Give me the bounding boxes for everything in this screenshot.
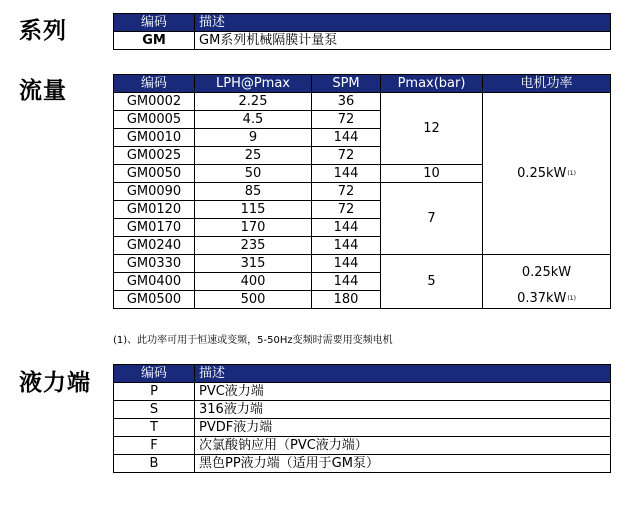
flow-table — [113, 74, 611, 309]
cell-code: GM0170 — [114, 219, 195, 237]
cell-code: GM0500 — [114, 291, 195, 309]
cell-code: GM0330 — [114, 255, 195, 273]
cell-lph: 115 — [195, 201, 312, 219]
header-desc: 描述 — [195, 14, 611, 32]
cell-spm: 72 — [312, 111, 381, 129]
cell-spm: 144 — [312, 255, 381, 273]
cell-spm: 144 — [312, 219, 381, 237]
cell-spm: 144 — [312, 165, 381, 183]
header-code: 编码 — [114, 75, 195, 93]
cell-code: S — [114, 401, 195, 419]
table-row — [114, 437, 611, 455]
power-value: 0.25kW — [517, 165, 567, 181]
cell-desc: PVC液力端 — [195, 383, 611, 401]
cell-spm: 144 — [312, 129, 381, 147]
cell-code: GM0005 — [114, 111, 195, 129]
cell-code: F — [114, 437, 195, 455]
flow-section-title: 流量 — [19, 78, 67, 104]
flow-header-row — [114, 75, 611, 93]
table-row — [114, 291, 611, 309]
table-row — [114, 255, 611, 273]
cell-code: GM0002 — [114, 93, 195, 111]
liquid-end-section-title: 液力端 — [19, 370, 91, 396]
cell-code: P — [114, 383, 195, 401]
cell-lph: 9 — [195, 129, 312, 147]
cell-lph: 85 — [195, 183, 312, 201]
cell-lph: 500 — [195, 291, 312, 309]
cell-code: B — [114, 455, 195, 473]
cell-code: GM0090 — [114, 183, 195, 201]
power-b-value: 0.37kW — [517, 291, 567, 307]
header-pmax: Pmax(bar) — [381, 75, 483, 93]
header-desc: 描述 — [195, 365, 611, 383]
series-desc: GM系列机械隔膜计量泵 — [195, 32, 611, 50]
cell-desc: PVDF液力端 — [195, 419, 611, 437]
cell-pmax: 10 — [381, 165, 483, 183]
cell-power — [483, 93, 611, 255]
series-header-row — [114, 14, 611, 32]
cell-lph: 25 — [195, 147, 312, 165]
cell-pmax: 7 — [381, 183, 483, 255]
cell-lph: 235 — [195, 237, 312, 255]
cell-desc: 次氯酸钠应用（PVC液力端） — [195, 437, 611, 455]
cell-code: GM0010 — [114, 129, 195, 147]
cell-spm: 180 — [312, 291, 381, 309]
liquid-end-header-row — [114, 365, 611, 383]
cell-pmax: 12 — [381, 93, 483, 165]
cell-power-b — [483, 291, 611, 309]
cell-code: GM0050 — [114, 165, 195, 183]
cell-spm: 72 — [312, 201, 381, 219]
series-section-title: 系列 — [19, 18, 67, 44]
table-row — [114, 32, 611, 50]
cell-lph: 50 — [195, 165, 312, 183]
cell-code: GM0400 — [114, 273, 195, 291]
table-row — [114, 419, 611, 437]
header-lph: LPH@Pmax — [195, 75, 312, 93]
cell-pmax: 5 — [381, 255, 483, 309]
cell-desc: 316液力端 — [195, 401, 611, 419]
cell-lph: 2.25 — [195, 93, 312, 111]
cell-lph: 315 — [195, 255, 312, 273]
cell-code: GM0120 — [114, 201, 195, 219]
cell-lph: 4.5 — [195, 111, 312, 129]
table-row — [114, 455, 611, 473]
header-code: 编码 — [114, 365, 195, 383]
cell-spm: 72 — [312, 183, 381, 201]
cell-spm: 72 — [312, 147, 381, 165]
cell-code: GM0025 — [114, 147, 195, 165]
cell-spm: 144 — [312, 273, 381, 291]
cell-code: GM0240 — [114, 237, 195, 255]
power-footnote-mark: (1) — [567, 169, 576, 177]
cell-spm: 36 — [312, 93, 381, 111]
cell-desc: 黑色PP液力端（适用于GM泵） — [195, 455, 611, 473]
cell-power-a: 0.25kW — [483, 255, 611, 291]
header-power: 电机功率 — [483, 75, 611, 93]
header-spm: SPM — [312, 75, 381, 93]
power-b-footnote-mark: (1) — [567, 295, 576, 303]
table-row — [114, 401, 611, 419]
footnote: (1)、此功率可用于恒速或变频，5-50Hz变频时需要用变频电机 — [113, 335, 393, 346]
cell-lph: 170 — [195, 219, 312, 237]
table-row — [114, 93, 611, 111]
series-code: GM — [114, 32, 195, 50]
cell-code: T — [114, 419, 195, 437]
cell-lph: 400 — [195, 273, 312, 291]
header-code: 编码 — [114, 14, 195, 32]
table-row — [114, 383, 611, 401]
liquid-end-table — [113, 364, 611, 473]
cell-spm: 144 — [312, 237, 381, 255]
series-table — [113, 13, 611, 50]
